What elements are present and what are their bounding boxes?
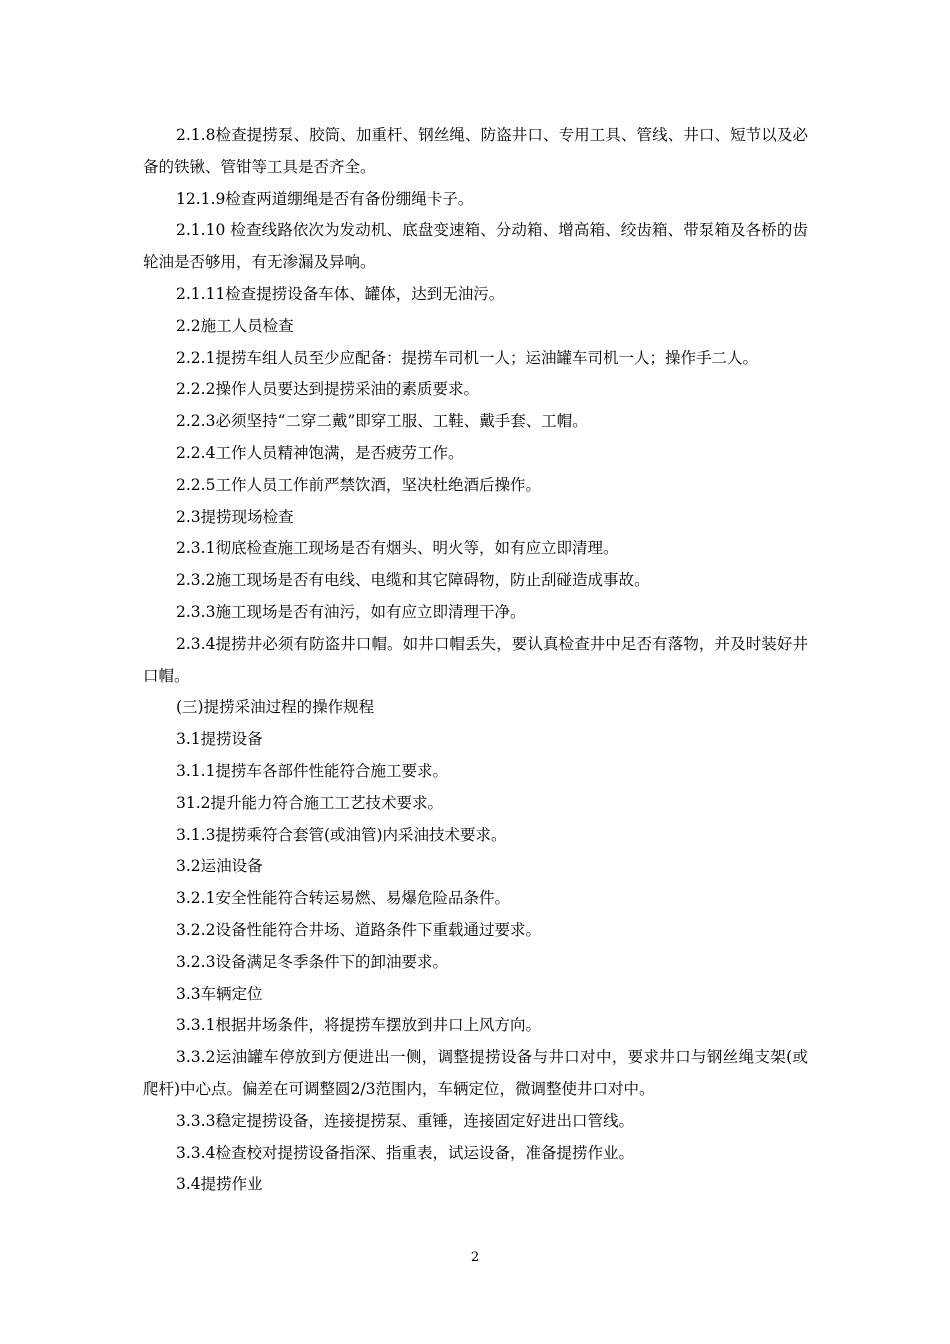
section-heading: 2.2施工人员检查 — [176, 316, 294, 335]
section-heading: 2.3提捞现场检查 — [176, 507, 294, 526]
paragraph: 2.1.8检查提捞泵、胶筒、加重杆、钢丝绳、防盗井口、专用工具、管线、井口、短节以及必备的铁锹、管钳等工具是否齐全。 — [143, 126, 808, 176]
section-heading: 3.1提捞设备 — [176, 730, 263, 749]
paragraph: 3.1.1提捞车各部件性能符合施工要求。 — [176, 761, 448, 780]
paragraph: 3.2.2设备性能符合井场、道路条件下重载通过要求。 — [176, 920, 541, 939]
paragraph: 3.3.2运油罐车停放到方便进出一侧，调整提捞设备与井口对中，要求井口与钢丝绳支架(或爬杆)中心点。偏差在可调整圆2/3范围内，车辆定位，微调整使井口对中。 — [143, 1048, 808, 1098]
paragraph: 3.1.3提捞乘符合套管(或油管)内采油技术要求。 — [176, 825, 507, 844]
paragraph: 3.3.1根据井场条件，将提捞车摆放到井口上风方向。 — [176, 1016, 541, 1035]
paragraph: 12.1.9检查两道绷绳是否有备份绷绳卡子。 — [176, 189, 474, 208]
paragraph: 2.3.2施工现场是否有电线、电缆和其它障碍物，防止刮碰造成事故。 — [176, 571, 650, 590]
paragraph: 2.2.2操作人员要达到提捞采油的素质要求。 — [176, 380, 479, 399]
page-number: 2 — [470, 1250, 480, 1265]
paragraph: 3.3.4检查校对提捞设备指深、指重表，试运设备，准备提捞作业。 — [176, 1143, 634, 1162]
paragraph: 31.2提升能力符合施工工艺技术要求。 — [176, 793, 444, 812]
section-heading: 3.3车辆定位 — [176, 984, 263, 1003]
chapter-heading: (三)提捞采油过程的操作规程 — [176, 698, 375, 717]
section-heading: 3.2运油设备 — [176, 857, 263, 876]
paragraph: 2.2.4工作人员精神饱满，是否疲劳工作。 — [176, 443, 464, 462]
paragraph: 3.2.1安全性能符合转运易燃、易爆危险品条件。 — [176, 889, 510, 908]
paragraph: 2.2.1提捞车组人员至少应配备：提捞车司机一人；运油罐车司机一人；操作手二人。 — [176, 348, 758, 367]
paragraph: 2.3.4提捞井必须有防盗井口帽。如井口帽丢失，要认真检查井中足否有落物，并及时装好井口帽。 — [143, 634, 808, 685]
paragraph: 2.3.3施工现场是否有油污，如有应立即清理干净。 — [176, 602, 526, 621]
paragraph: 2.1.11检查提捞设备车体、罐体，达到无油污。 — [176, 284, 505, 303]
paragraph: 2.3.1彻底检查施工现场是否有烟头、明火等，如有应立即清理。 — [176, 539, 619, 558]
paragraph: 3.2.3设备满足冬季条件下的卸油要求。 — [176, 952, 448, 971]
paragraph: 2.1.10 检查线路依次为发动机、底盘变速箱、分动箱、增高箱、绞齿箱、带泵箱及各桥的齿轮油是否够用，有无渗漏及异响。 — [143, 221, 808, 272]
paragraph: 2.2.3必须坚持“二穿二戴”即穿工服、工鞋、戴手套、工帽。 — [176, 412, 588, 431]
paragraph: 3.3.3稳定提捞设备，连接提捞泵、重锤，连接固定好进出口管线。 — [176, 1111, 634, 1130]
document-body — [143, 120, 808, 1201]
section-heading: 3.4提捞作业 — [176, 1175, 263, 1194]
paragraph: 2.2.5工作人员工作前严禁饮酒，坚决杜绝酒后操作。 — [176, 475, 541, 494]
